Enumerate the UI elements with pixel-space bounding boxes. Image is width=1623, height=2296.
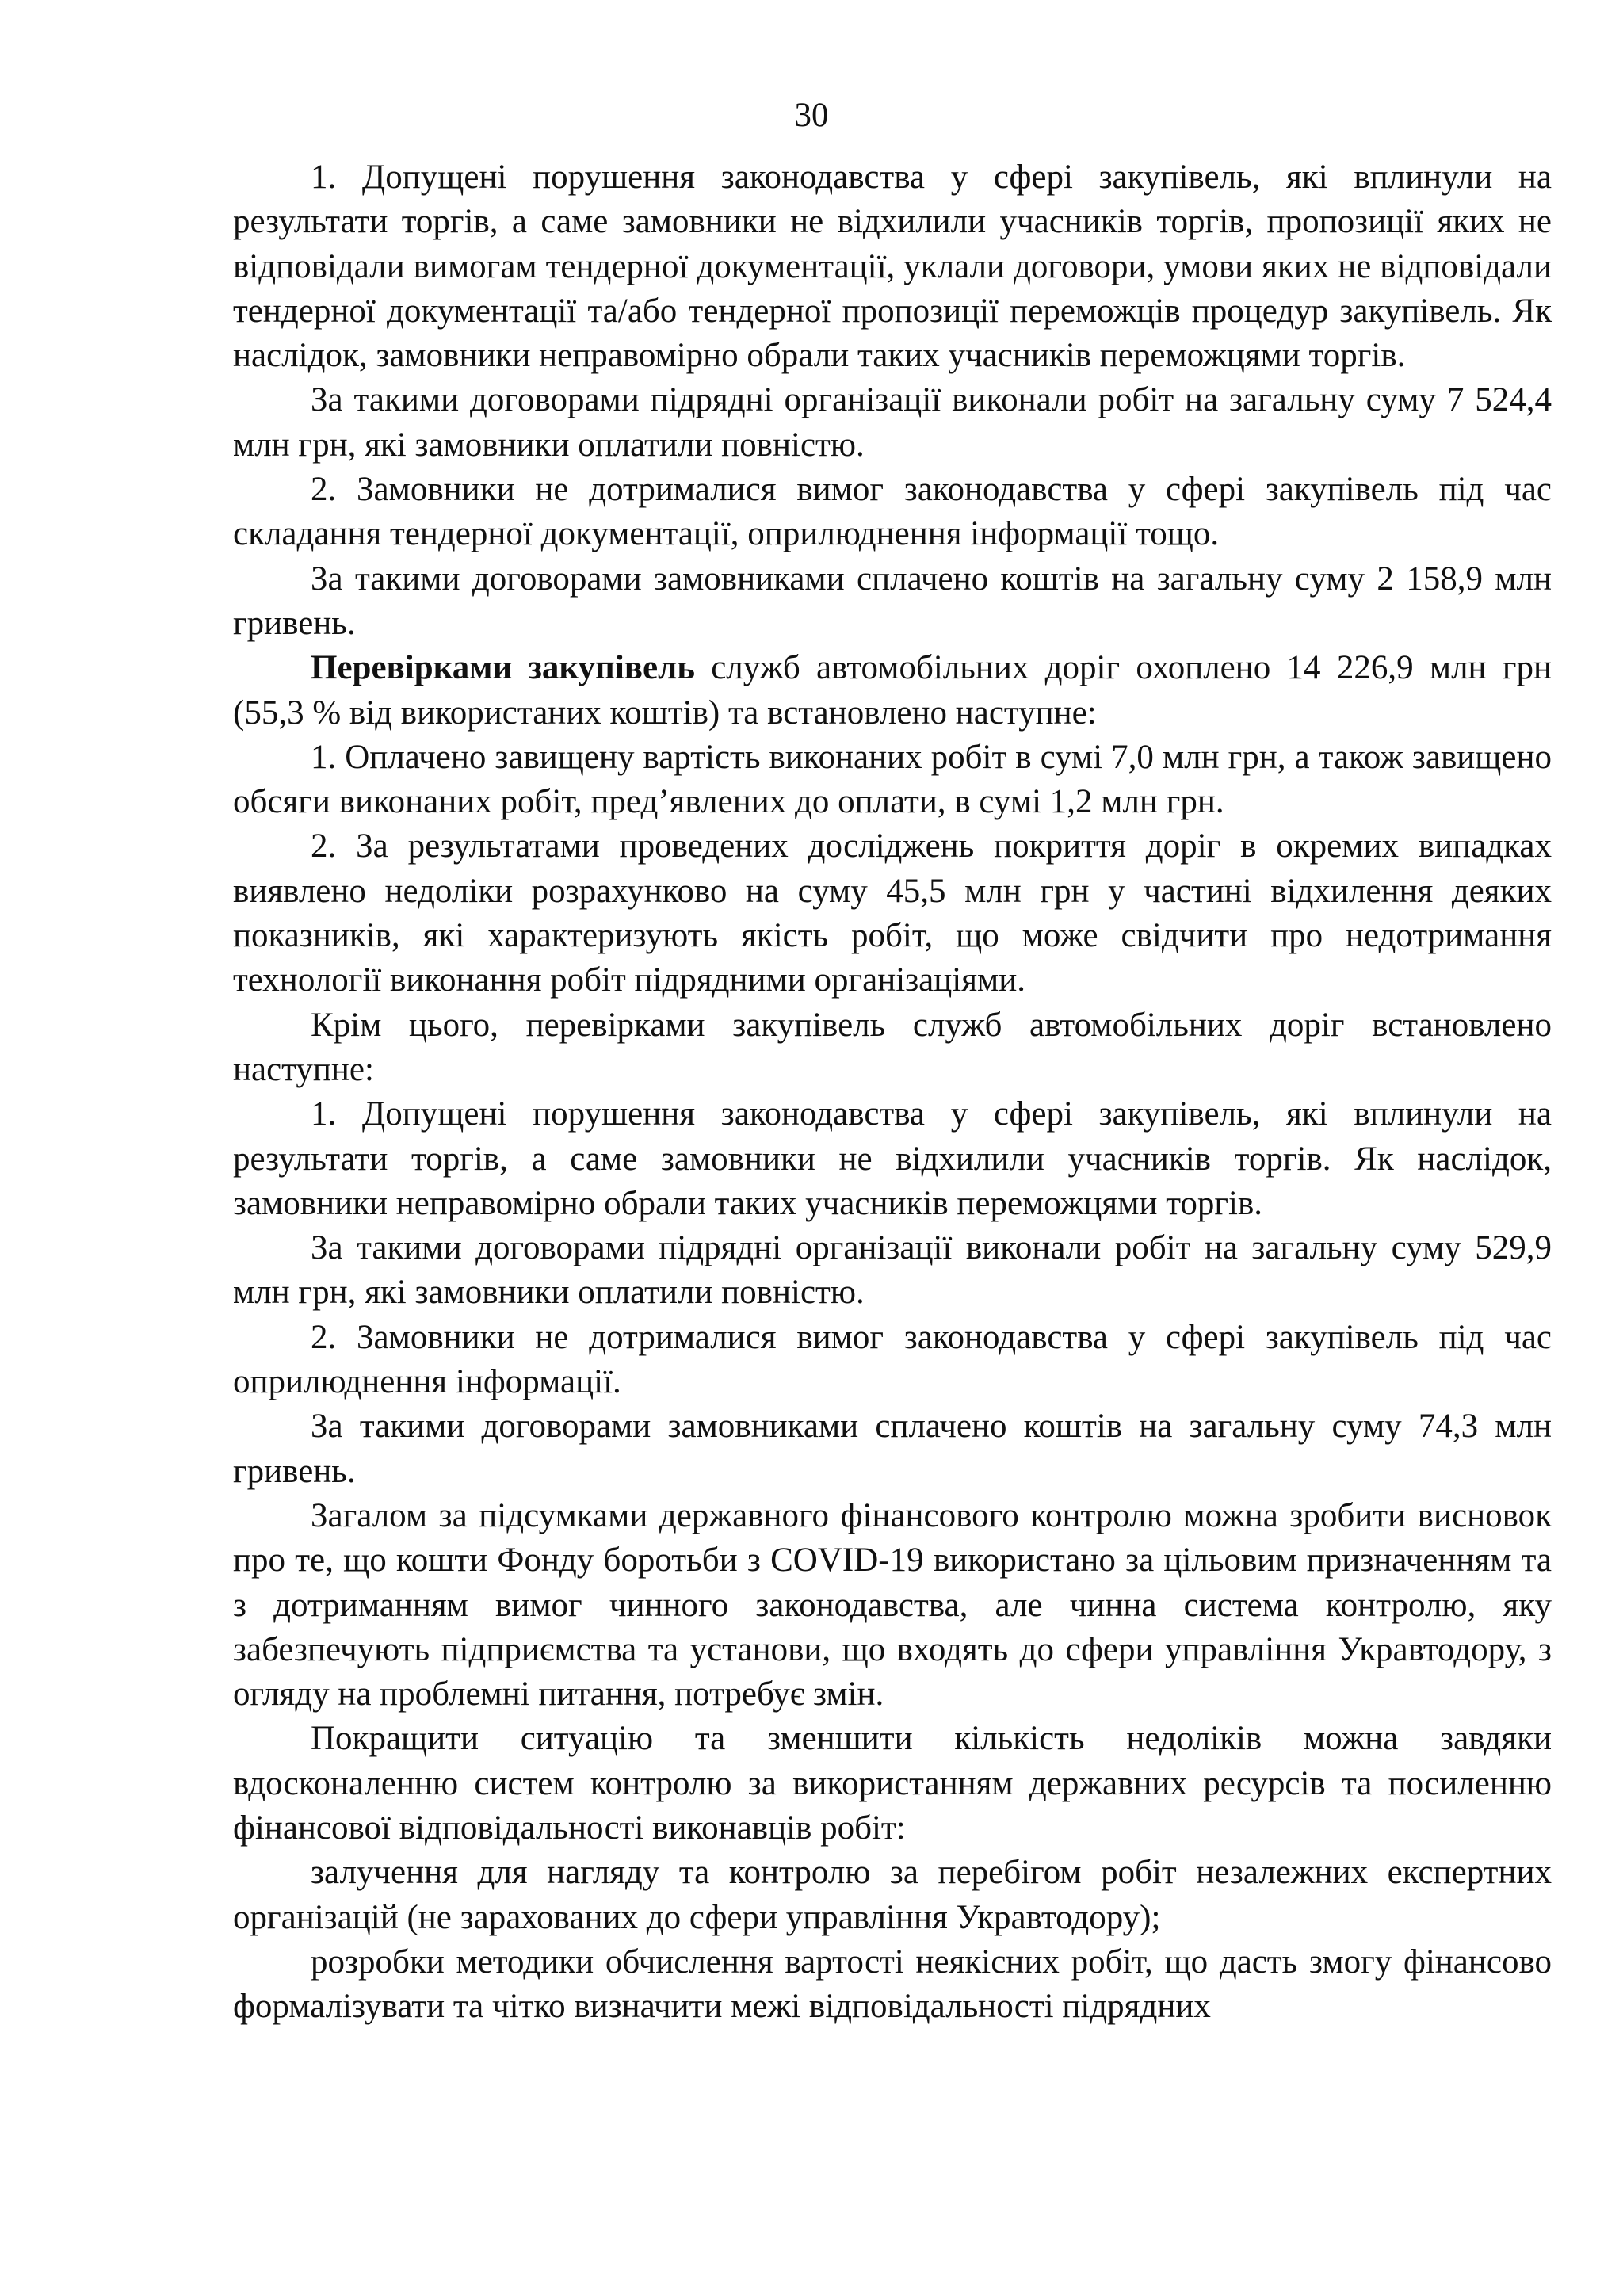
body-text [233,155,1552,2029]
paragraph-finding-1 [233,735,1552,825]
paragraph-text: За такими договорами підрядні організації виконали робіт на загальну суму 529,9 млн грн, які замовники оплатили повністю. [233,1229,1552,1312]
paragraph-contracts-sum-2 [233,557,1552,647]
page-number: 30 [794,97,829,134]
paragraph-text: Покращити ситуацію та зменшити кількість недоліків можна завдяки вдосконаленню систем контролю за використанням державних ресурсів та посиленню фінансової відповідальності виконавців робіт: [233,1720,1552,1847]
paragraph-text: За такими договорами замовниками сплачено коштів на загальну суму 2 158,9 млн гривень. [233,560,1552,642]
paragraph-bold-lead: Перевірками закупівель [311,649,695,687]
paragraph-text: розробки методики обчислення вартості неякісних робіт, що дасть змогу фінансово формалізувати та чітко визначити межі відповідальності підрядних [233,1943,1552,2026]
paragraph-text: 1. Допущені порушення законодавства у сфері закупівель, які вплинули на результати торгів, а саме замовники не відхилили учасників торгів. Як наслідок, замовники неправомірно обрали таких учасників переможцями торгів. [233,1095,1552,1222]
paragraph-violations-1 [233,155,1552,378]
paragraph-text: 2. Замовники не дотрималися вимог законодавства у сфері закупівель під час оприлюднення інформації. [233,1318,1552,1401]
paragraph-text: 1. Допущені порушення законодавства у сфері закупівель, які вплинули на результати торгів, а саме замовники не відхилили учасників торгів, пропозиції яких не відповідали вимогам тендерної документації, уклали договори, умови яких не відповідали тендерної документації та/або тендерної пропозиції переможців процедур закупівель. Як наслідок, замовники неправомірно обрали таких учасників переможцями торгів. [233,159,1552,375]
paragraph-improvements [233,1717,1552,1851]
paragraph-text: Загалом за підсумками державного фінансового контролю можна зробити висновок про те, що кошти Фонду боротьби з COVID-19 використано за цільовим призначенням та з дотриманням вимог чинного законодавства, але чинна система контролю, яку забезпечують підприємства та установи, що входять до сфери управління Укравтодору, з огляду на проблемні питання, потребує змін. [233,1496,1552,1713]
paragraph-text: служб автомобільних доріг охоплено 14 226,9 млн грн (55,3 % від використаних коштів) та встановлено наступне: [233,649,1552,732]
paragraph-violations-2 [233,468,1552,557]
paragraph-text: За такими договорами замовниками сплачено коштів на загальну суму 74,3 млн гривень. [233,1408,1552,1490]
paragraph-recommendation-1 [233,1851,1552,1940]
paragraph-conclusion [233,1494,1552,1717]
paragraph-text: залучення для нагляду та контролю за перебігом робіт незалежних експертних організацій (не зарахованих до сфери управління Укравтодору); [233,1854,1552,1936]
paragraph-recommendation-2 [233,1940,1552,2030]
paragraph-text: За такими договорами підрядні організації виконали робіт на загальну суму 7 524,4 млн грн, які замовники оплатили повністю. [233,381,1552,464]
paragraph-text: 2. За результатами проведених досліджень покриття доріг в окремих випадках виявлено недоліки розрахунково на суму 45,5 млн грн у частині відхилення деяких показників, які характеризують якість робіт, що може свідчити про недотримання технології виконання робіт підрядними організаціями. [233,827,1552,999]
paragraph-road-contracts-sum-2 [233,1404,1552,1494]
paragraph-text: 1. Оплачено завищену вартість виконаних робіт в сумі 7,0 млн грн, а також завищено обсяги виконаних робіт, пред’явлених до оплати, в сумі 1,2 млн грн. [233,738,1552,821]
paragraph-road-violations-1 [233,1092,1552,1226]
paragraph-road-violations-2 [233,1316,1552,1405]
paragraph-additionally [233,1003,1552,1093]
paragraph-text: 2. Замовники не дотрималися вимог законодавства у сфері закупівель під час складання тендерної документації, оприлюднення інформації тощо. [233,471,1552,553]
paragraph-road-contracts-sum-1 [233,1226,1552,1316]
paragraph-finding-2 [233,824,1552,1003]
paragraph-contracts-sum-1 [233,378,1552,468]
paragraph-text: Крім цього, перевірками закупівель служб автомобільних доріг встановлено наступне: [233,1006,1552,1088]
paragraph-procurement-checks [233,646,1552,735]
